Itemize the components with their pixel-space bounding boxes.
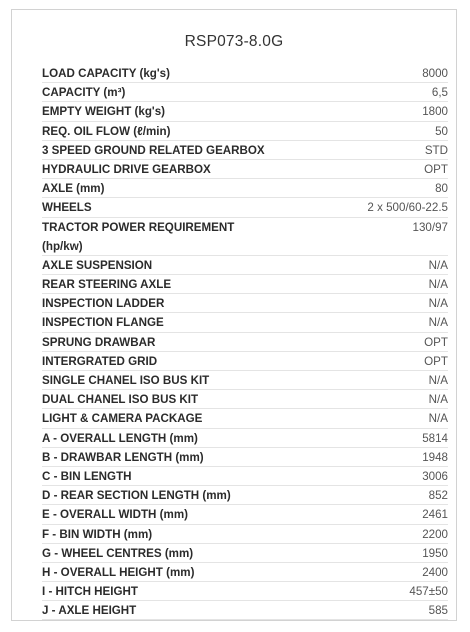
- spec-label: A - OVERALL LENGTH (mm): [42, 431, 198, 445]
- spec-row: [42, 141, 448, 160]
- spec-label: INTERGRATED GRID: [42, 354, 158, 368]
- spec-row: [42, 371, 448, 390]
- spec-row: [42, 429, 448, 448]
- spec-row: [42, 505, 448, 524]
- spec-row: [42, 160, 448, 179]
- spec-label: INSPECTION FLANGE: [42, 316, 164, 330]
- spec-row: [42, 390, 448, 409]
- spec-row: [42, 122, 448, 141]
- spec-value: N/A: [428, 374, 448, 388]
- spec-row: [42, 64, 448, 83]
- spec-label: INSPECTION LADDER: [42, 297, 165, 311]
- spec-label: H - OVERALL HEIGHT (mm): [42, 565, 195, 579]
- spec-row: [42, 256, 448, 275]
- spec-label: 3 SPEED GROUND RELATED GEARBOX: [42, 143, 265, 157]
- spec-label: EMPTY WEIGHT (kg's): [42, 105, 165, 119]
- spec-label: REQ. OIL FLOW (ℓ/min): [42, 124, 171, 138]
- spec-label: WHEELS: [42, 201, 92, 215]
- spec-label: SPRUNG DRAWBAR: [42, 335, 156, 349]
- spec-value: 2461: [422, 508, 448, 522]
- spec-row: [42, 198, 448, 217]
- spec-row: [42, 179, 448, 198]
- spec-value: 1950: [422, 546, 448, 560]
- spec-label: LOAD CAPACITY (kg's): [42, 67, 170, 80]
- spec-label: REAR STEERING AXLE: [42, 278, 172, 292]
- spec-value: 8000: [422, 67, 448, 80]
- spec-value: 1948: [422, 450, 448, 464]
- spec-value: 130/97: [412, 220, 448, 234]
- spec-value: OPT: [424, 354, 448, 368]
- spec-label: B - DRAWBAR LENGTH (mm): [42, 450, 204, 464]
- spec-value: 80: [435, 182, 448, 196]
- spec-value: 2400: [422, 565, 448, 579]
- spec-row: [42, 83, 448, 102]
- spec-value: OPT: [424, 162, 448, 176]
- spec-label: AXLE (mm): [42, 182, 105, 196]
- spec-row: [42, 525, 448, 544]
- spec-value: N/A: [428, 316, 448, 330]
- spec-label: HYDRAULIC DRIVE GEARBOX: [42, 162, 211, 176]
- spec-label: DUAL CHANEL ISO BUS KIT: [42, 393, 199, 407]
- spec-row: [42, 601, 448, 620]
- spec-value: 457±50: [409, 585, 448, 599]
- spec-label: SINGLE CHANEL ISO BUS KIT: [42, 374, 210, 388]
- spec-label: G - WHEEL CENTRES (mm): [42, 546, 194, 560]
- spec-row: [42, 582, 448, 601]
- spec-value: N/A: [428, 393, 448, 407]
- spec-value: 1800: [422, 105, 448, 119]
- spec-row: [42, 486, 448, 505]
- spec-label: E - OVERALL WIDTH (mm): [42, 508, 188, 522]
- spec-row: [42, 352, 448, 371]
- spec-label: LIGHT & CAMERA PACKAGE: [42, 412, 203, 426]
- spec-value: 585: [428, 604, 448, 618]
- spec-value: N/A: [428, 412, 448, 426]
- spec-value: 50: [435, 124, 448, 138]
- spec-row: [42, 448, 448, 467]
- spec-row: [42, 102, 448, 121]
- spec-value: 3006: [422, 469, 448, 483]
- spec-label: F - BIN WIDTH (mm): [42, 527, 153, 541]
- spec-value: 852: [428, 489, 448, 503]
- spec-row: [42, 275, 448, 294]
- spec-value: STD: [424, 143, 448, 157]
- spec-row: [42, 294, 448, 313]
- spec-row: [42, 313, 448, 332]
- spec-value: 5814: [422, 431, 448, 445]
- spec-row: [42, 467, 448, 486]
- spec-table: [42, 64, 448, 620]
- spec-label: CAPACITY (m³): [42, 86, 126, 100]
- spec-value: N/A: [428, 258, 448, 272]
- spec-row: [42, 333, 448, 352]
- product-title: RSP073-8.0G: [184, 33, 284, 50]
- spec-row: [42, 563, 448, 582]
- spec-value: 2200: [422, 527, 448, 541]
- spec-value: 2 x 500/60-22.5: [367, 201, 448, 215]
- spec-card: [11, 9, 457, 621]
- spec-label: D - REAR SECTION LENGTH (mm): [42, 489, 231, 503]
- spec-value: 6,5: [431, 86, 448, 100]
- spec-row: [42, 544, 448, 563]
- spec-row: [42, 409, 448, 428]
- spec-label: I - HITCH HEIGHT: [42, 585, 138, 599]
- spec-label: TRACTOR POWER REQUIREMENT (hp/kw): [42, 220, 235, 253]
- spec-label: C - BIN LENGTH: [42, 469, 132, 483]
- spec-label: J - AXLE HEIGHT: [42, 604, 137, 618]
- spec-value: OPT: [424, 335, 448, 349]
- spec-label: AXLE SUSPENSION: [42, 258, 153, 272]
- spec-row: [42, 218, 448, 256]
- spec-value: N/A: [428, 278, 448, 292]
- spec-value: N/A: [428, 297, 448, 311]
